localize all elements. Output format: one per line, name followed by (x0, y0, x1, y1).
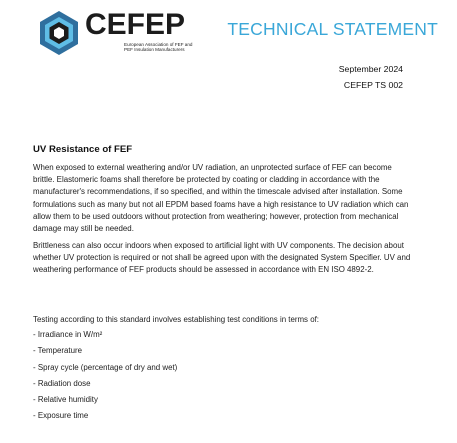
hexagon-logo-icon (36, 10, 82, 56)
list-item: - Irradiance in W/m² (33, 330, 103, 339)
logo-subtitle: European Association of FEF and PEF Insulation Manufacturers (124, 42, 193, 53)
document-date: September 2024 (338, 64, 403, 74)
document-title: TECHNICAL STATEMENT (227, 19, 438, 39)
paragraph-testing-intro: Testing according to this standard involves establishing test conditions in terms of: (33, 315, 319, 324)
list-item: - Relative humidity (33, 395, 98, 405)
list-item: - Temperature (33, 346, 82, 356)
paragraph-exposure: When exposed to external weathering and/or UV radiation, an unprotected surface of FEF can become brittle. Elastomeric foams shall therefore be protected by coating or cladding in accordance with the manufacturer's recommendations, if so specified, and within the timescale advised after installation. Some formulations such as many but not all EPDM based foams have a high resistance to UV radiation which can allow them to be used outdoors without protection from weathering; however, protection from mechanical damage may still be needed. (33, 163, 409, 234)
logo-wordmark: CEFEP (85, 8, 186, 41)
section-heading: UV Resistance of FEF (33, 144, 133, 155)
paragraph-brittleness: Brittleness can also occur indoors when exposed to artificial light with UV components. The decision about whether UV protection is required or not shall be agreed upon with the designated System Specifier. UV and weathering performance of FEF products should be assessed in accordance with EN ISO 4892-2. (33, 241, 411, 275)
list-item: - Radiation dose (33, 378, 91, 388)
document-reference: CEFEP TS 002 (343, 80, 403, 90)
list-item: - Exposure time (33, 411, 89, 421)
cefep-logo (36, 8, 193, 60)
list-item: - Spray cycle (percentage of dry and wet) (33, 362, 178, 372)
test-conditions-list (33, 327, 177, 425)
